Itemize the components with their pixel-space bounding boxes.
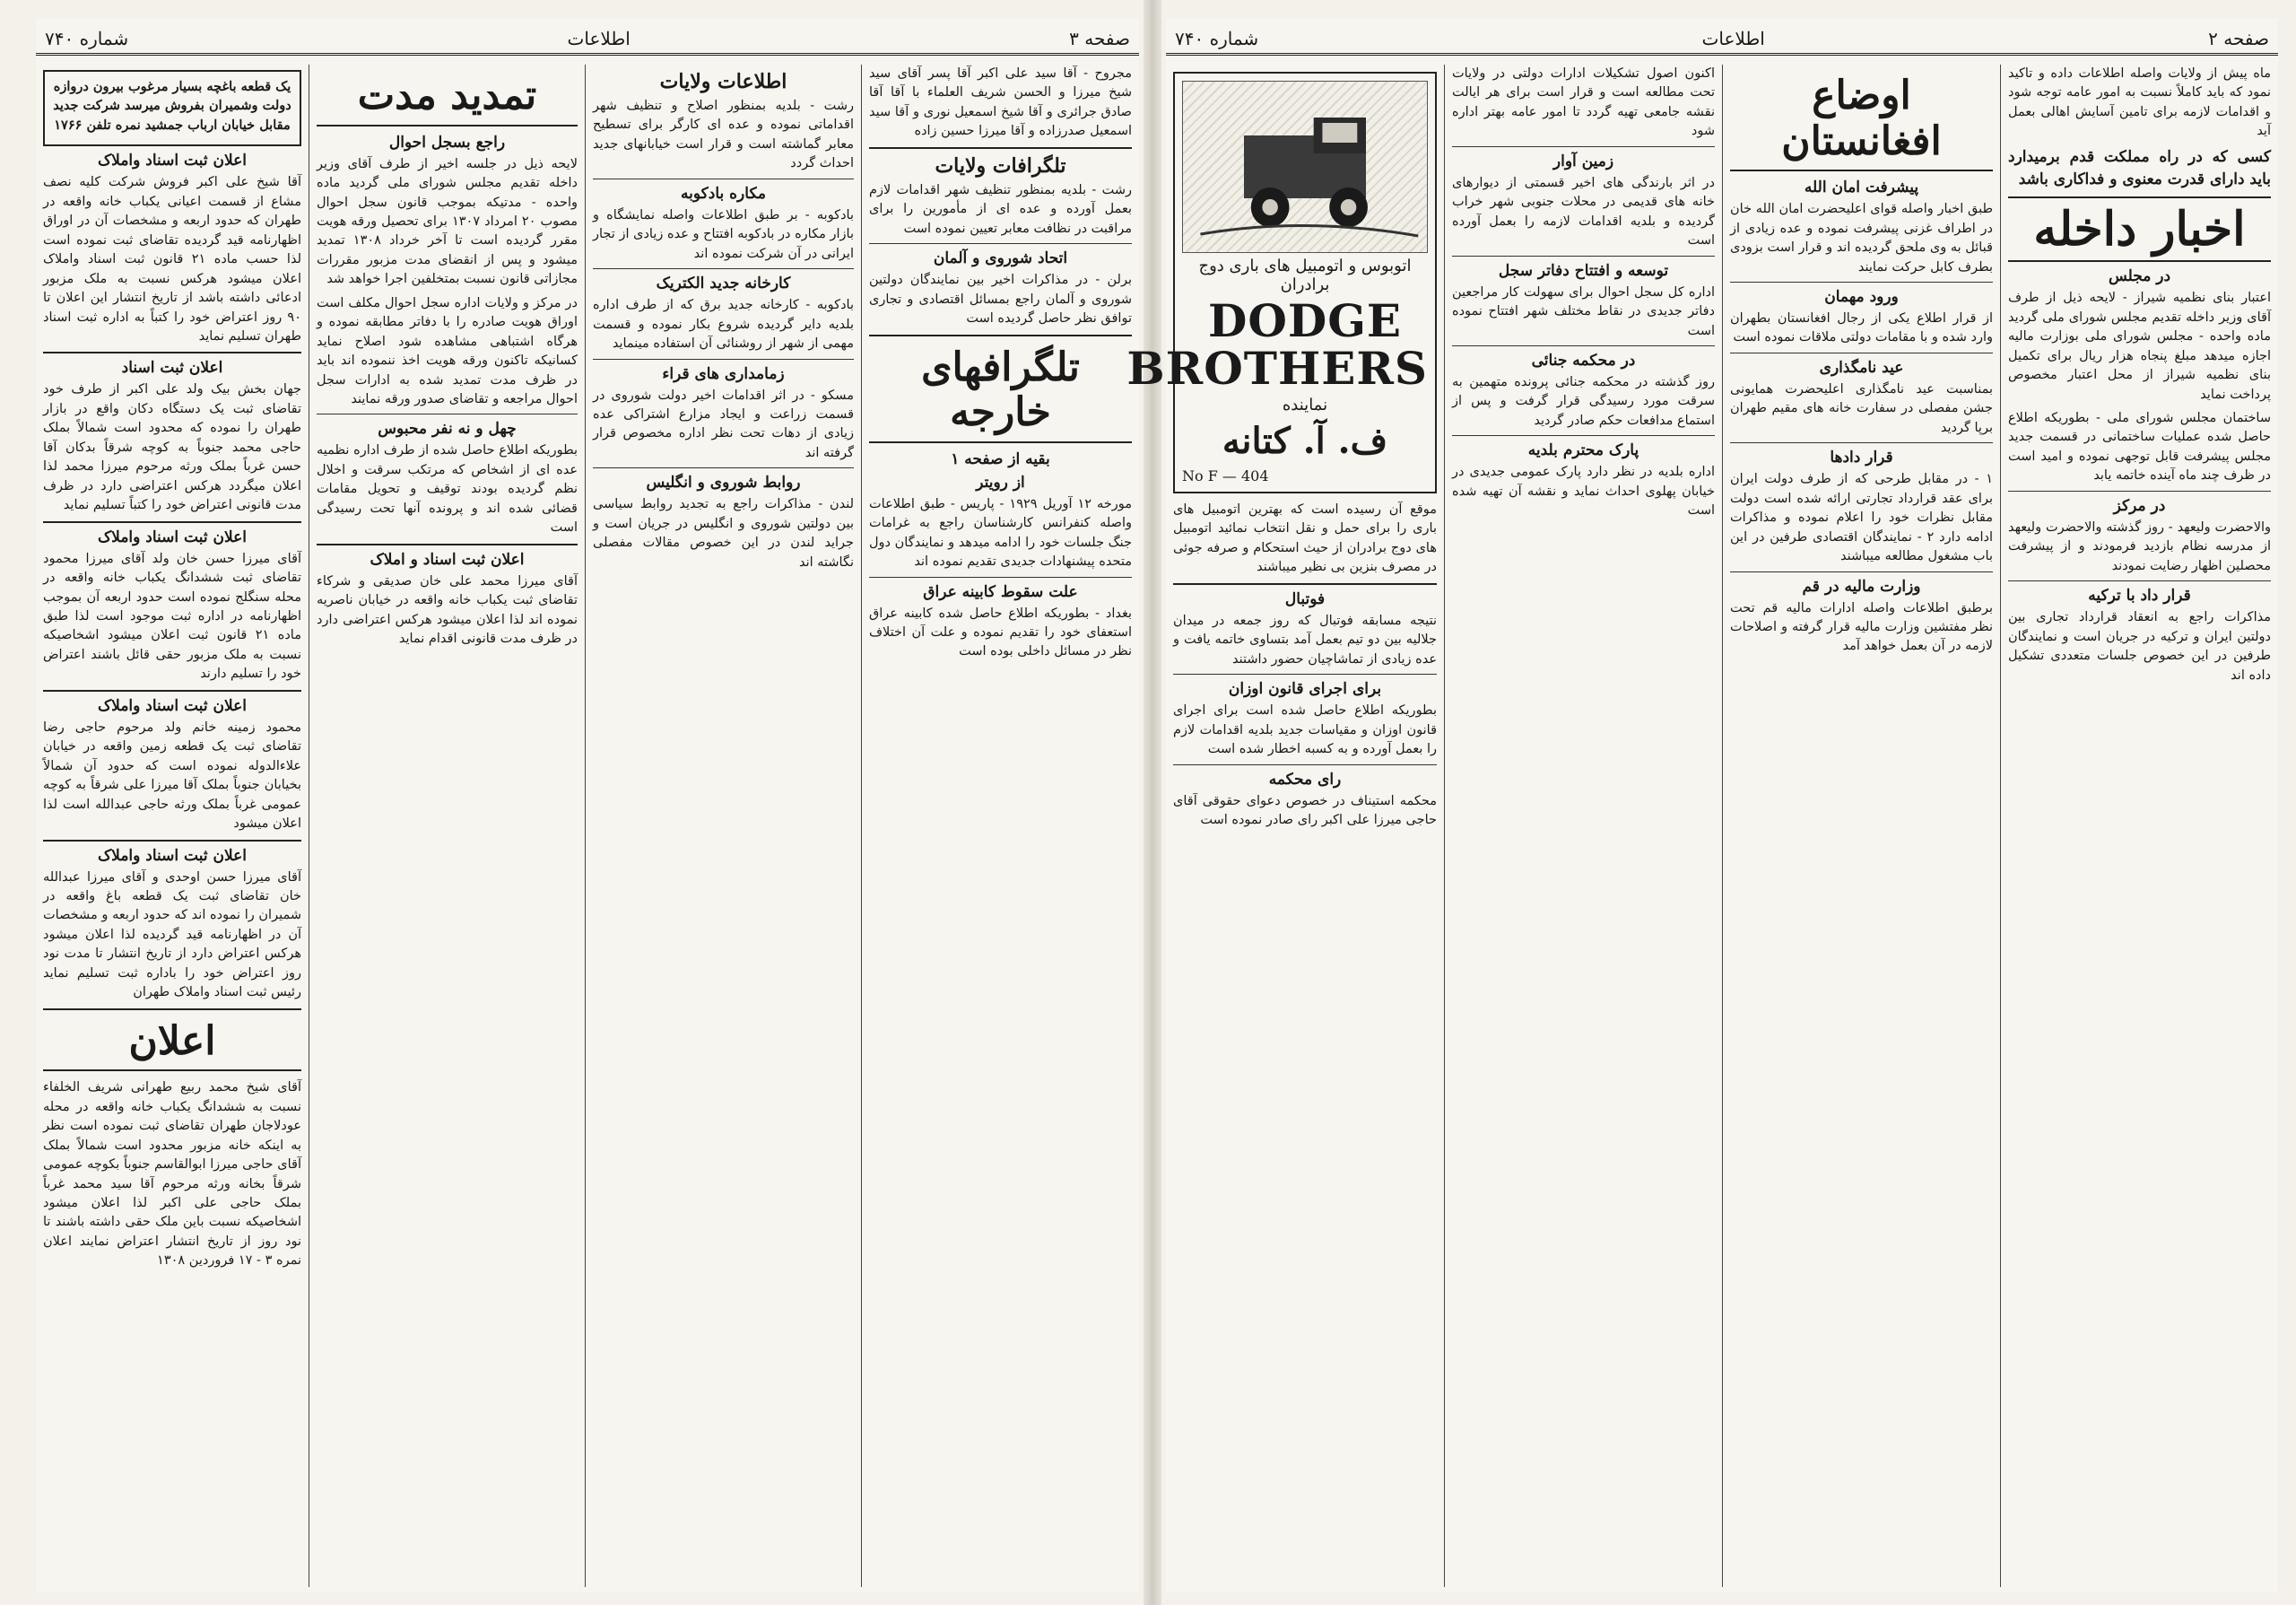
article-heading: زمین آوار: [1552, 152, 1614, 170]
notice-big-heading: اعلان: [43, 1019, 301, 1072]
right-page-number: صفحه ۲: [2208, 27, 2269, 49]
notice-text: آقای شیخ محمد ربیع طهرانی شریف الخلفاء نسبت به ششدانگ یکباب خانه واقعه در محله عودلاجان طهران تقاضای ثبت نموده است نظر به اینکه خانه مزبور محدود است شمالاً بملک آقای حاجی میرزا ابوالقاسم جنوباً بکوچه عمومی شرقاً بخانه ورثه مرحوم آقا سید محمد غرباً بملک حاجی علی اکبر لذا اعلان میشود اشخاصیکه نسبت باین ملک حقی داشته باشند تا نود روز از تاریخ انتشار اعتراض نمایند اعلان نمره ۳ - ۱۷ فروردین ۱۳۰۸: [43, 1080, 301, 1269]
article-heading: کارخانه جدید الکتریک: [656, 275, 791, 293]
article-text: بمناسبت عید نامگذاری اعلیحضرت همایونی جشن مفصلی در سفارت خانه های مقیم طهران برپا گردید: [1730, 381, 1993, 435]
left-col-3: [585, 65, 861, 1587]
agent-name: ف. آ. کتانه: [1222, 420, 1388, 462]
article-text: رشت - بلدیه بمنظور اصلاح و تنظیف شهر اقداماتی نموده و عده ای کارگر برای تسطیح معابر گماشته است و قرار است خیابانهای جدید احداث گردد: [593, 99, 854, 171]
notice-heading: اعلان ثبت اسناد واملاک: [97, 528, 248, 546]
truck-illustration: [1182, 81, 1428, 253]
article-heading: توسعه و افتتاح دفاتر سجل: [1498, 261, 1669, 280]
article-text: بادکوبه - کارخانه جدید برق که از طرف اداره بلدیه دایر گردیده شروع بکار نموده و قسمت مهمی از شهر از روشنائی آن استفاده مینماید: [593, 298, 854, 352]
article-heading: برای اجرای قانون اوزان: [1228, 680, 1382, 699]
article-text: والاحضرت ولیعهد - روز گذشته والاحضرت ولیعهد از مدرسه نظام بازدید فرمودند و از پیشرفت محصلین اظهار رضایت نمودند: [2008, 519, 2271, 573]
article-text: بغداد - بطوریکه اطلاع حاصل شده کابینه عراق استعفای خود را تقدیم نموده و علت آن اختلاف نظر در مسائل داخلی بوده است: [869, 606, 1132, 659]
right-paper-name: اطلاعات: [1701, 27, 1765, 49]
page-gutter: [1144, 0, 1161, 1605]
article-heading: در محکمه جنائی: [1531, 351, 1636, 370]
article-subheading: راجع بسجل احوال: [388, 133, 506, 152]
property-sale-ad: [43, 70, 301, 146]
right-col-2: [1722, 65, 2000, 1587]
article-heading: قرار داد با ترکیه: [2088, 587, 2191, 606]
article-text: اداره بلدیه در نظر دارد پارک عمومی جدیدی در خیابان پهلوی احداث نماید و نقشه آن تهیه شده است: [1452, 465, 1715, 519]
article-heading: در مرکز: [2113, 496, 2166, 515]
notice-heading: اعلان ثبت اسناد واملاک: [97, 846, 248, 865]
afghanistan-heading: اوضاع افغانستان: [1730, 74, 1993, 171]
notice-text: آقای میرزا حسن اوحدی و آقای میرزا عبدالله خان تقاضای ثبت یک قطعه باغ واقعه در شمیران را نموده اند که حدود اربعه و مشخصات آن در اظهارنامه قید گردیده لذا اعلان میشود هرکس اعتراض دارد از تاریخ انتشار تا مدت نود روز اعتراض خود را باداره ثبت تسلیم نماید رئیس ثبت اسناد واملاک طهران: [43, 869, 301, 1000]
article-text: بطوریکه اطلاع حاصل شده است برای اجرای قانون اوزان و مقیاسات جدید بلدیه اقدامات لازم را بعمل آورده و به کسبه اخطار شده است: [1173, 703, 1437, 757]
article-heading: وزارت مالیه در قم: [1802, 577, 1921, 596]
article-heading: قرار دادها: [1830, 449, 1893, 467]
foreign-telegrams-heading: تلگرافهای خارجه: [869, 345, 1132, 443]
left-issue-number: شماره ۷۴۰: [45, 27, 129, 49]
left-page: [36, 18, 1139, 1592]
right-col-4: [1126, 65, 1444, 1587]
article-text: اداره کل سجل احوال برای سهولت کار مراجعین دفاتر جدیدی در نقاط مختلف شهر افتتاح نموده است: [1452, 284, 1715, 338]
left-page-number: صفحه ۳: [1069, 27, 1130, 49]
article-heading: رای محکمه: [1268, 770, 1342, 789]
notice-heading: اعلان ثبت اسناد واملاک: [97, 152, 248, 170]
article-text: لایحه ذیل در جلسه اخیر از طرف آقای وزیر داخله تقدیم مجلس شورای ملی گردید ماده واحده - مدتیکه بموجب قانون سجل احوال مصوب ۲۰ امرداد ۱۳۰۷ برای تحصیل ورقه هویت مقرر گردیده است تا آخر خرداد ۱۳۰۸ تمدید میشود و پس از انقضای مدت مزبور مقررات مجازاتی قانون نسبت بمتخلفین اجرا خواهد شد: [317, 156, 578, 287]
ad-subtitle: اتوبوس و اتومبیل های باری دوج برادران: [1198, 257, 1412, 294]
article-text: ماه پیش از ولایات واصله اطلاعات داده و تاکید نمود که باید کاملاً نسبت به امور عامه توجه شود و اقدامات لازمه برای تامین آسایش اهالی بعمل آید: [2008, 66, 2271, 139]
article-heading: پارک محترم بلدیه: [1527, 441, 1639, 460]
article-subheading: در مجلس: [2108, 267, 2171, 286]
article-text: اکنون اصول تشکیلات ادارات دولتی در ولایات تحت مطالعه است و قرار است برای هر ایالت نقشه جامعی تهیه گردد تا امور عامه بهتر اداره شود: [1452, 66, 1715, 139]
article-heading: چهل و نه نفر محبوس: [378, 420, 517, 439]
section-heading: اطلاعات ولایات: [659, 70, 787, 93]
notice-heading: اعلان ثبت اسناد و املاک: [370, 550, 525, 569]
right-page: [1126, 18, 2278, 1592]
article-heading: روابط شوروی و انگلیس: [646, 474, 801, 493]
bold-quote: کسی که در راه مملکت قدم برمیدارد باید دارای قدرت معنوی و فداکاری باشد: [2008, 147, 2271, 188]
extension-heading: تمدید مدت: [317, 74, 578, 126]
article-text: رشت - بلدیه بمنظور تنظیف شهر اقدامات لازم بعمل آورده و عده ای از مأمورین را برای مراقبت در نظافت معابر تعیین نموده است: [869, 182, 1132, 236]
section-heading: تلگرافات ولایات: [935, 153, 1066, 178]
article-text: در اثر بارندگی های اخیر قسمتی از دیوارهای خانه های قدیمی در محلات جنوبی شهر خراب گردیده و بلدیه اقدامات لازمه را بعمل آورده است: [1452, 175, 1715, 249]
notice-text: آقای میرزا حسن خان ولد آقای میرزا محمود تقاضای ثبت ششدانگ یکباب خانه واقعه در محله سنگلج نموده است حدود اربعه آن بموجب اظهارنامه در اداره ثبت موجود است لذا طبق ماده ۲۱ قانون ثبت اعلان میشود اشخاصیکه نسبت به ملک مزبور حقی قائل باشند اعتراض خود را تسلیم دارند: [43, 551, 301, 682]
ad-text: موقع آن رسیده است که بهترین اتومبیل های باری را برای حمل و نقل انتخاب نمائید اتومبیل های دوج برادران از حیث استحکام و صرفه جوئی در مصرف بنزین بی نظیر میباشند: [1173, 502, 1437, 575]
article-heading: اتحاد شوروی و آلمان: [933, 249, 1068, 268]
article-subheading: پیشرفت امان الله: [1804, 179, 1919, 197]
article-text: مورخه ۱۲ آوریل ۱۹۲۹ - پاریس - طبق اطلاعات واصله کنفرانس کارشناسان راجع به غرامات جنگ جلسات خود را ادامه میدهد و نمایندگان دول متحده پیشنهادات جدیدی تقدیم نموده اند: [869, 496, 1132, 570]
right-running-header: [1166, 23, 2278, 56]
article-text: اعتبار بنای نظمیه شیراز - لایحه ذیل از طرف آقای وزیر داخله تقدیم مجلس شورای ملی گردید ماده واحده - مجلس شورای ملی بوزارت مالیه اجازه میدهد مبلغ پنجاه هزار ریال برای تکمیل بنای نظمیه شیراز از محل اعتبار مخصوص پرداخت نماید: [2008, 291, 2271, 402]
reuters-label: از رویتر: [976, 473, 1025, 492]
left-col-1: [36, 65, 309, 1587]
notice-text: محمود زمینه خانم ولد مرحوم حاجی رضا تقاضای ثبت یک قطعه زمین واقعه در خیابان علاءالدوله نموده است که حدود آن شمالاً بخیابان جنوباً بملک آقا میرزا علی شرقاً به کوچه عمومی غرباً بملک ورثه حاجی عبدالله است لذا اعلان میشود: [43, 720, 301, 832]
dodge-brand-name: DODGE BROTHERS: [1126, 294, 1428, 395]
article-text: لندن - مذاکرات راجع به تجدید روابط سیاسی بین دولتین شوروی و انگلیس در جریان است و جراید لندن در این خصوص مقالات مفصلی نگاشته اند: [593, 497, 854, 570]
dodge-brothers-ad: [1126, 72, 1437, 493]
article-text: بطوریکه اطلاع حاصل شده از طرف اداره نظمیه عده ای از اشخاص که مرتکب سرقت و اخلال نظم گردیده بودند توقیف و تحویل مقامات قضائی شده اند و پرونده آنها تحت رسیدگی است: [317, 443, 578, 536]
notice-text: جهان بخش بیک ولد علی اکبر از طرف خود تقاضای ثبت یک دستگاه دکان واقع در بازار طهران را نموده که محدود است شمالاً بملک حاجی محمد جنوباً به کوچه شرقاً بدکان آقا حسن غرباً بملک ورثه مرحوم میرزا محمد لذا اعلان میگردد هرکس اعتراضی دارد در ظرف مدت قانونی اعتراض خود را کتباً تسلیم نماید: [43, 382, 301, 513]
right-col-3: [1444, 65, 1722, 1587]
continued-note: بقیه از صفحه ۱: [951, 449, 1050, 468]
ad-text: یک قطعه باغچه بسیار مرغوب بیرون دروازه دولت وشمیران بفروش میرسد شرکت جدید مقابل خیابان ارباب جمشید نمره تلفن ۱۷۶۶: [53, 79, 291, 133]
notice-text: آقا شیخ علی اکبر فروش شرکت کلیه نصف مشاع از قسمت اعیانی یکباب خانه واقعه در طهران که حدود اربعه و مشخصات آن در اوراق اظهارنامه قید گردیده تقاضای ثبت نموده است لذا حسب ماده ۲۱ قانون ثبت اسناد واملاک اعلان میشود هرکس نسبت به ملک مزبور ادعائی داشته باشد از تاریخ انتشار این اعلان تا ۹۰ روز اعتراض خود را کتباً به اداره ثبت اسناد طهران تسلیم نماید: [43, 175, 301, 344]
article-text: نتیجه مسابقه فوتبال که روز جمعه در میدان جلالیه بین دو تیم بعمل آمد بتساوی خاتمه یافت و عده زیادی از تماشاچیان حضور داشتند: [1173, 613, 1437, 667]
article-text: در مرکز و ولایات اداره سجل احوال مکلف است اوراق هویت صادره را با دفاتر مطابقه نموده و هرگاه اشتباهی مشاهده شود اصلاح نماید کسانیکه تاکنون ورقه هویت اخذ ننموده اند باید در ظرف مدت تمدید شده به ادارات سجل احوال مراجعه و تقاضای صدور ورقه نمایند: [317, 295, 578, 407]
article-heading: زمامداری های قراء: [662, 364, 785, 383]
article-text: از قرار اطلاع یکی از رجال افغانستان بطهران وارد شده و با مقامات دولتی ملاقات نموده است: [1730, 311, 1993, 345]
left-running-header: [36, 23, 1139, 56]
article-heading: مکاره بادکوبه: [681, 184, 766, 203]
article-heading: ورود مهمان: [1824, 288, 1899, 306]
article-text: برلن - در مذاکرات اخیر بین نمایندگان دولتین شوروی و آلمان راجع بمسائل اقتصادی و تجاری توافق نظر حاصل گردیده است: [869, 273, 1132, 327]
article-heading: فوتبال: [1284, 589, 1326, 608]
article-text: بادکوبه - بر طبق اطلاعات واصله نمایشگاه و بازار مکاره در بادکوبه افتتاح و عده زیادی از تجار ایرانی در آن شرکت نموده اند: [593, 207, 854, 261]
notice-text: آقای میرزا محمد علی خان صدیقی و شرکاء تقاضای ثبت یکباب خانه واقعه در خیابان ناصریه نموده اند لذا اعلان میشود هرکس اعتراضی دارد در ظرف مدت قانونی اقدام نماید: [317, 573, 578, 647]
right-issue-number: شماره ۷۴۰: [1175, 27, 1259, 49]
notice-heading: اعلان ثبت اسناد واملاک: [97, 696, 248, 715]
left-col-4: [861, 65, 1139, 1587]
article-text: ۱ - در مقابل طرحی که از طرف دولت ایران برای عقد قرارداد تجارتی ارائه شده است دولت مقابل نظرات خود را اعلام نموده و مذاکرات ادامه دارد ۲ - نمایندگان اقتصادی طرفین در این باب مشغول مطالعه میباشند: [1730, 472, 1994, 564]
article-text: برطبق اطلاعات واصله ادارات مالیه قم تحت نظر مفتشین وزارت مالیه قرار گرفته و اصلاحات لازمه در آن بعمل خواهد آمد: [1730, 600, 1993, 654]
right-col-1: [2000, 65, 2278, 1587]
article-text: مذاکرات راجع به انعقاد قرارداد تجاری بین دولتین ایران و ترکیه در جریان است و نمایندگان طرفین در این خصوص جلسات متعددی تشکیل داده اند: [2008, 610, 2271, 683]
ad-code: No F — 404: [1182, 467, 1269, 484]
article-text: طبق اخبار واصله قوای اعلیحضرت امان الله خان در اطراف غزنی پیشرفت نموده و عده زیادی از قبائل به وی ملحق گردیده اند و قرار است بزودی بطرف کابل حرکت نمایند: [1730, 202, 1993, 275]
agent-label: نماینده: [1282, 396, 1328, 414]
article-heading: علت سقوط کابینه عراق: [923, 582, 1078, 601]
notice-heading: اعلان ثبت اسناد: [121, 359, 223, 378]
article-text: روز گذشته در محکمه جنائی پرونده متهمین به سرقت مورد رسیدگی قرار گرفت و پس از استماع مدافعات حکم صادر گردید: [1452, 374, 1715, 428]
article-text: مجروح - آقا سید علی اکبر آقا پسر آقای سید شیخ میرزا و الحسن شریف العلماء با آقا آقا صادق جرائری و آقا شیخ اسمعیل نوری و آقا سید اسمعیل صدرزاده و آقا میرزا حسین زاده: [869, 66, 1132, 139]
left-col-2: [309, 65, 585, 1587]
article-text: مسکو - در اثر اقدامات اخیر دولت شوروی در قسمت زراعت و ایجاد مزارع اشتراکی عده زیادی از دهات تحت نظر اداره مخصوص قرار گرفته اند: [593, 388, 854, 460]
domestic-news-heading: اخبار داخله: [2033, 202, 2246, 257]
article-heading: عید نامگذاری: [1819, 358, 1904, 377]
left-paper-name: اطلاعات: [567, 27, 631, 49]
article-text: ساختمان مجلس شورای ملی - بطوریکه اطلاع حاصل شده عملیات ساختمانی در قسمت جدید مجلس پیشرفت قابل توجهی نموده و امید است در ظرف چند ماه آینده خاتمه یابد: [2008, 411, 2271, 484]
article-text: محکمه استیناف در خصوص دعوای حقوقی آقای حاجی میرزا علی اکبر رای صادر نموده است: [1173, 793, 1437, 827]
